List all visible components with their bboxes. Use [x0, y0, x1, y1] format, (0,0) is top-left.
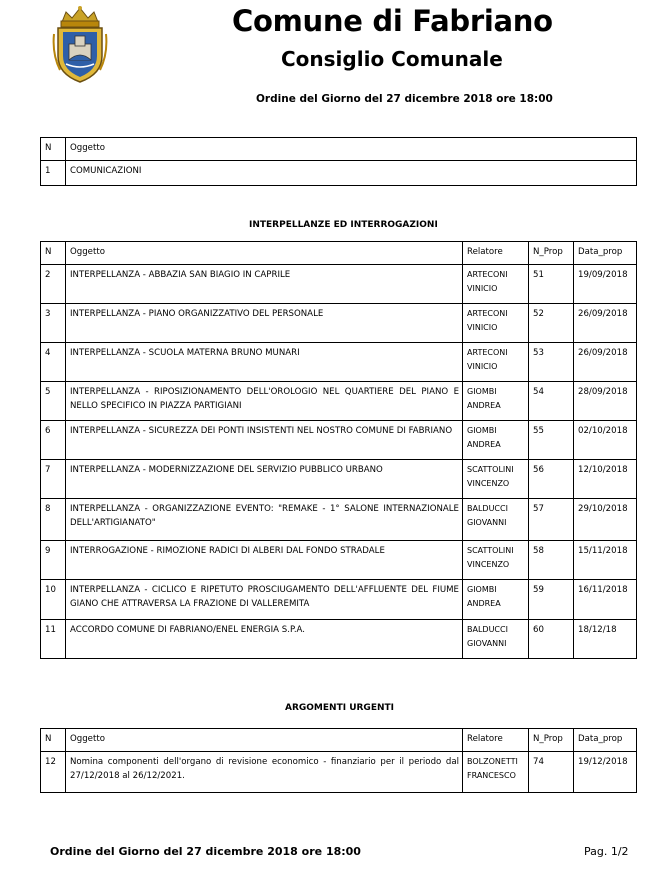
city-crest-icon: [52, 4, 108, 84]
row-subject: INTERPELLANZA - CICLICO E RIPETUTO PROSCIUGAMENTO DELL'AFFLUENTE DEL FIUME GIANO CHE ATTRAVERSA LA FRAZIONE DI VALLEREMITA: [66, 580, 463, 620]
row-nprop: 59: [529, 580, 574, 620]
row-number: 6: [41, 421, 66, 460]
interpellanze-table: [40, 241, 637, 659]
col-header-n: N: [41, 242, 66, 265]
row-nprop: 56: [529, 460, 574, 499]
page-title: Comune di Fabriano: [232, 4, 553, 38]
row-nprop: 57: [529, 499, 574, 541]
row-nprop: 54: [529, 382, 574, 421]
col-header-oggetto: Oggetto: [66, 729, 463, 752]
table-row: [41, 265, 637, 304]
col-header-n: N: [41, 138, 66, 161]
row-nprop: 55: [529, 421, 574, 460]
col-header-data: Data_prop: [574, 242, 637, 265]
table-row: [41, 499, 637, 541]
row-number: 2: [41, 265, 66, 304]
row-subject: INTERPELLANZA - ABBAZIA SAN BIAGIO IN CAPRILE: [66, 265, 463, 304]
row-nprop: 52: [529, 304, 574, 343]
row-number: 7: [41, 460, 66, 499]
col-header-nprop: N_Prop: [529, 729, 574, 752]
row-subject: INTERPELLANZA - ORGANIZZAZIONE EVENTO: "REMAKE - 1° SALONE INTERNAZIONALE DELL'ARTIGIANATO": [66, 499, 463, 541]
section-title-interpellanze: INTERPELLANZE ED INTERROGAZIONI: [249, 220, 438, 230]
table-row: [41, 460, 637, 499]
row-subject: INTERPELLANZA - SICUREZZA DEI PONTI INSISTENTI NEL NOSTRO COMUNE DI FABRIANO: [66, 421, 463, 460]
row-relatore: ARTECONI VINICIO: [463, 265, 529, 304]
row-number: 12: [41, 752, 66, 793]
col-header-data: Data_prop: [574, 729, 637, 752]
row-number: 8: [41, 499, 66, 541]
row-date: 16/11/2018: [574, 580, 637, 620]
communications-table: [40, 137, 637, 186]
row-relatore: SCATTOLINI VINCENZO: [463, 541, 529, 580]
agenda-date: Ordine del Giorno del 27 dicembre 2018 ore 18:00: [256, 93, 553, 105]
page-subtitle: Consiglio Comunale: [281, 47, 503, 71]
table-header-row: [41, 242, 637, 265]
row-number: 5: [41, 382, 66, 421]
table-header-row: [41, 138, 637, 161]
col-header-nprop: N_Prop: [529, 242, 574, 265]
row-date: 15/11/2018: [574, 541, 637, 580]
col-header-n: N: [41, 729, 66, 752]
row-subject: INTERPELLANZA - MODERNIZZAZIONE DEL SERVIZIO PUBBLICO URBANO: [66, 460, 463, 499]
row-nprop: 60: [529, 620, 574, 659]
row-relatore: GIOMBI ANDREA: [463, 421, 529, 460]
row-nprop: 58: [529, 541, 574, 580]
table-row: [41, 421, 637, 460]
row-date: 19/09/2018: [574, 265, 637, 304]
table-row: [41, 752, 637, 793]
row-relatore: SCATTOLINI VINCENZO: [463, 460, 529, 499]
footer-agenda-date: Ordine del Giorno del 27 dicembre 2018 ore 18:00: [50, 845, 361, 858]
table-header-row: [41, 729, 637, 752]
row-number: 4: [41, 343, 66, 382]
urgent-items-table: [40, 728, 637, 793]
row-relatore: BALDUCCI GIOVANNI: [463, 499, 529, 541]
col-header-relatore: Relatore: [463, 729, 529, 752]
row-date: 28/09/2018: [574, 382, 637, 421]
row-nprop: 53: [529, 343, 574, 382]
row-relatore: GIOMBI ANDREA: [463, 580, 529, 620]
row-nprop: 51: [529, 265, 574, 304]
row-date: 02/10/2018: [574, 421, 637, 460]
row-subject: INTERPELLANZA - SCUOLA MATERNA BRUNO MUNARI: [66, 343, 463, 382]
row-subject: ACCORDO COMUNE DI FABRIANO/ENEL ENERGIA S.P.A.: [66, 620, 463, 659]
table-row: [41, 304, 637, 343]
table-row: [41, 541, 637, 580]
row-date: 26/09/2018: [574, 304, 637, 343]
table-row: [41, 161, 637, 186]
row-relatore: BALDUCCI GIOVANNI: [463, 620, 529, 659]
row-subject: Nomina componenti dell'organo di revisione economico - finanziario per il periodo dal 27/12/2018 al 26/12/2021.: [66, 752, 463, 793]
row-number: 3: [41, 304, 66, 343]
row-number: 1: [41, 161, 66, 186]
table-row: [41, 620, 637, 659]
row-relatore: ARTECONI VINICIO: [463, 343, 529, 382]
page-number: Pag. 1/2: [584, 845, 629, 858]
row-relatore: ARTECONI VINICIO: [463, 304, 529, 343]
table-row: [41, 580, 637, 620]
row-number: 10: [41, 580, 66, 620]
row-date: 12/10/2018: [574, 460, 637, 499]
row-subject: INTERROGAZIONE - RIMOZIONE RADICI DI ALBERI DAL FONDO STRADALE: [66, 541, 463, 580]
col-header-oggetto: Oggetto: [66, 242, 463, 265]
row-number: 11: [41, 620, 66, 659]
row-relatore: BOLZONETTI FRANCESCO: [463, 752, 529, 793]
row-date: 18/12/18: [574, 620, 637, 659]
col-header-oggetto: Oggetto: [66, 138, 637, 161]
row-subject: INTERPELLANZA - PIANO ORGANIZZATIVO DEL PERSONALE: [66, 304, 463, 343]
row-date: 29/10/2018: [574, 499, 637, 541]
row-relatore: GIOMBI ANDREA: [463, 382, 529, 421]
row-subject: INTERPELLANZA - RIPOSIZIONAMENTO DELL'OROLOGIO NEL QUARTIERE DEL PIANO E NELLO SPECIFICO IN PIAZZA PARTIGIANI: [66, 382, 463, 421]
row-nprop: 74: [529, 752, 574, 793]
table-row: [41, 343, 637, 382]
row-date: 26/09/2018: [574, 343, 637, 382]
col-header-relatore: Relatore: [463, 242, 529, 265]
row-date: 19/12/2018: [574, 752, 637, 793]
section-title-urgenti: ARGOMENTI URGENTI: [285, 703, 394, 713]
table-row: [41, 382, 637, 421]
row-subject: COMUNICAZIONI: [66, 161, 637, 186]
row-number: 9: [41, 541, 66, 580]
